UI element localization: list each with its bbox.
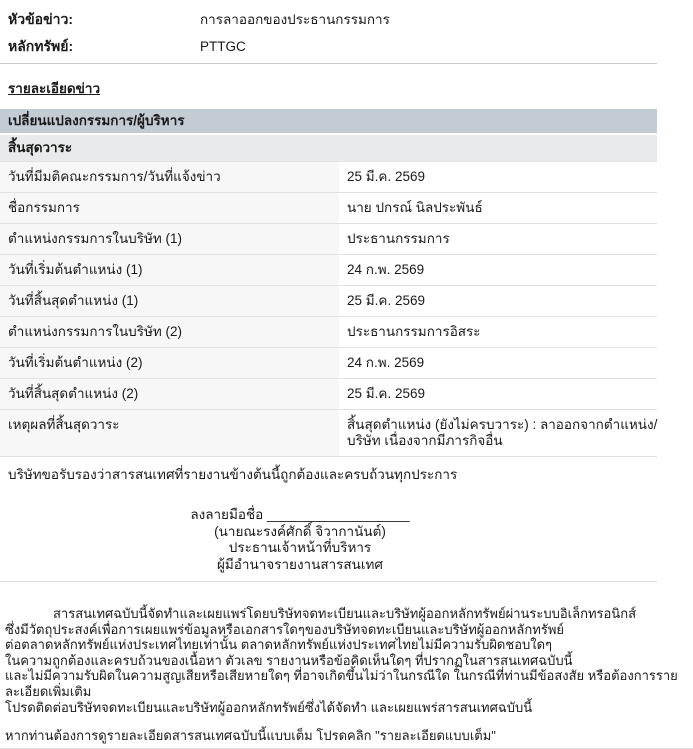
table-row — [0, 347, 657, 378]
table-row — [0, 409, 657, 456]
row-label: ตำแหน่งกรรมการในบริษัท (2) — [0, 317, 347, 347]
disclaimer-line: โปรดติดต่อบริษัทจดทะเบียนและบริษัทผู้ออกหลักทรัพย์ซึ่งได้จัดทำ และเผยแพร่สารสนเทศฉบับนี้ — [5, 699, 533, 715]
row-label: วันที่มีมติคณะกรรมการ/วันที่แจ้งข่าว — [0, 162, 347, 192]
signature-block — [0, 507, 600, 573]
signature-line: ลงลายมือชื่อ ___________________ — [190, 507, 410, 522]
row-label: ชื่อกรรมการ — [0, 193, 347, 223]
row-value: 25 มี.ค. 2569 — [347, 386, 425, 401]
row-value: สิ้นสุดตำแหน่ง (ยังไม่ครบวาระ) : ลาออกจากตำแหน่ง/บริษัท เนื่องจากมีภารกิจอื่น — [347, 417, 658, 448]
row-value: 25 มี.ค. 2569 — [347, 293, 425, 308]
security-label: หลักทรัพย์: — [8, 38, 74, 54]
security-value: PTTGC — [200, 39, 246, 54]
row-label: วันที่เริ่มต้นตำแหน่ง (2) — [0, 348, 347, 378]
disclaimer-line: ซึ่งมีวัตถุประสงค์เพื่อการเผยแพร่ข้อมูลหรือเอกสารใดๆของบริษัทจดทะเบียนและบริษัทผู้ออกหลักทรัพย์ — [5, 621, 565, 637]
director-change-table — [0, 109, 657, 457]
row-label: วันที่สิ้นสุดตำแหน่ง (2) — [0, 379, 347, 409]
news-header — [0, 6, 693, 60]
disclaimer-line: สารสนเทศฉบับนี้จัดทำและเผยแพร่โดยบริษัทจดทะเบียนและบริษัทผู้ออกหลักทรัพย์ผ่านระบบอิเล็กทรอนิกส์ — [53, 606, 637, 621]
disclaimer-line: ต่อตลาดหลักทรัพย์แห่งประเทศไทยเท่านั้น ตลาดหลักทรัพย์แห่งประเทศไทยไม่มีความรับผิดชอบใดๆ — [5, 637, 553, 653]
disclaimer-paragraph — [0, 606, 693, 715]
table-row — [0, 316, 657, 347]
row-value: 24 ก.พ. 2569 — [347, 355, 425, 370]
security-field — [0, 33, 693, 60]
row-value: 25 มี.ค. 2569 — [347, 169, 425, 184]
disclaimer-line: และไม่มีความรับผิดในความสูญเสียหรือเสียหายใดๆ ที่อาจเกิดขึ้นไม่ว่าในกรณีใด ในกรณีที่ท่านมีข้อสงสัย หรือต้องการรายละเอียดเพิ่มเติม — [5, 668, 678, 699]
news-subject-field — [0, 6, 693, 33]
signatory-position: ประธานเจ้าหน้าที่บริหาร — [228, 540, 372, 555]
news-details-heading: รายละเอียดข่าว — [8, 81, 101, 96]
row-label: วันที่เริ่มต้นตำแหน่ง (1) — [0, 255, 347, 285]
row-value: 24 ก.พ. 2569 — [347, 262, 425, 277]
row-label: เหตุผลที่สิ้นสุดวาระ — [0, 410, 347, 456]
table-row — [0, 192, 657, 223]
table-row — [0, 161, 657, 192]
table-row — [0, 254, 657, 285]
table-title: เปลี่ยนแปลงกรรมการ/ผู้บริหาร — [0, 109, 657, 133]
signatory-authority: ผู้มีอำนาจรายงานสารสนเทศ — [217, 556, 383, 572]
row-value: ประธานกรรมการ — [347, 231, 450, 246]
news-subject-value: การลาออกของประธานกรรมการ — [200, 12, 390, 27]
row-value: ประธานกรรมการอิสระ — [347, 324, 481, 339]
certification-statement: บริษัทขอรับรองว่าสารสนเทศที่รายงานข้างต้นนี้ถูกต้องและครบถ้วนทุกประการ — [8, 467, 458, 482]
table-row — [0, 223, 657, 254]
row-label: วันที่สิ้นสุดตำแหน่ง (1) — [0, 286, 347, 316]
news-subject-label: หัวข้อข่าว: — [8, 11, 74, 27]
full-detail-prefix: หากท่านต้องการดูรายละเอียดสารสนเทศฉบับนี้แบบเต็ม โปรดคลิก — [5, 728, 376, 744]
signatory-name: (นายณะรงค์ศักดิ์ จิวากานันต์) — [214, 523, 386, 539]
table-row — [0, 378, 657, 409]
full-detail-instruction — [0, 728, 693, 744]
row-value: นาย ปกรณ์ นิลประพันธ์ — [347, 200, 483, 215]
table-row — [0, 285, 657, 316]
signature-divider — [0, 581, 657, 582]
table-subtitle: สิ้นสุดวาระ — [0, 133, 657, 161]
full-detail-link[interactable]: "รายละเอียดแบบเต็ม" — [375, 728, 496, 744]
row-label: ตำแหน่งกรรมการในบริษัท (1) — [0, 224, 347, 254]
disclaimer-line: ในความถูกต้องและครบถ้วนของเนื้อหา ตัวเลข รายงานหรือข้อคิดเห็นใดๆ ที่ปรากฏในสารสนเทศฉบับนี้ — [5, 652, 573, 668]
